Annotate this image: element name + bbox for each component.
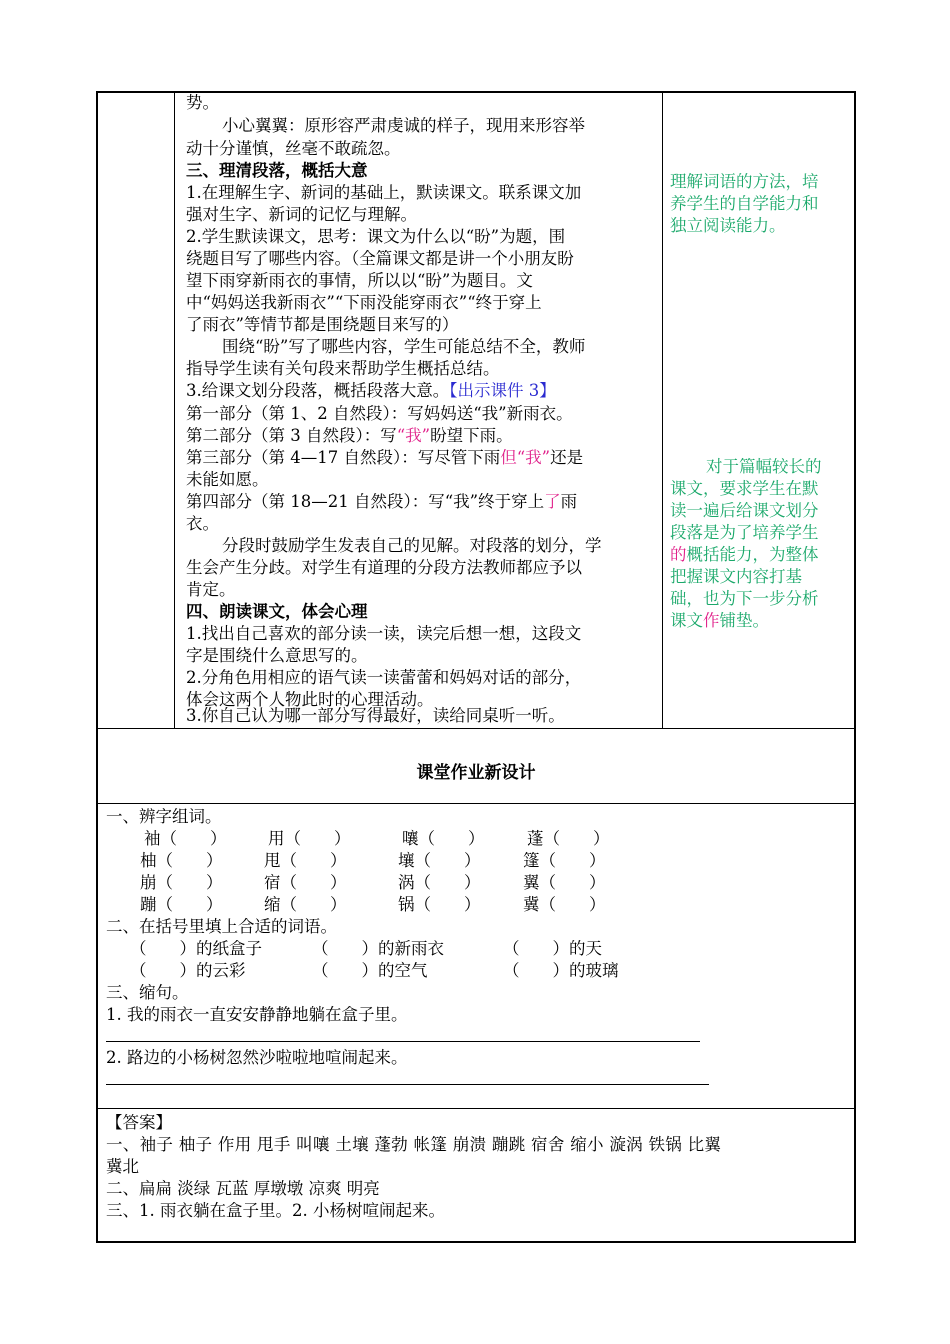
row-divider-2 xyxy=(98,803,854,804)
word-cell: 壤（ ） xyxy=(398,851,481,870)
text-line: 小心翼翼：原形容严肃虔诚的样子，现用来形容举 xyxy=(222,116,585,135)
word-cell: 柚（ ） xyxy=(140,851,223,870)
fill-cell: （ ）的新雨衣 xyxy=(312,939,444,958)
note-line: 独立阅读能力。 xyxy=(670,216,786,235)
word-cell: 蹦（ ） xyxy=(140,895,223,914)
word-cell: 涡（ ） xyxy=(398,873,481,892)
text-line: 2.学生默读课文，思考：课文为什么以“盼”为题，围 xyxy=(186,227,566,246)
text-line: 1.找出自己喜欢的部分读一读，读完后想一想，这段文 xyxy=(186,624,582,643)
sentence-item: 1. 我的雨衣一直安安静静地躺在盒子里。 xyxy=(106,1005,408,1024)
answer-line-1: 一、袖子 柚子 作用 甩手 叫嚷 土壤 蓬勃 帐篷 崩溃 蹦跳 宿舍 缩小 漩涡 铁锅 比翼 xyxy=(106,1135,722,1154)
text-line: 2.分角色用相应的语气读一读蕾蕾和妈妈对话的部分， xyxy=(186,668,582,687)
question-heading: 三、缩句。 xyxy=(106,983,189,1002)
fill-cell: （ ）的空气 xyxy=(312,961,428,980)
part-text: 第三部分（第 4—17 自然段）：写尽管下雨 xyxy=(186,448,501,467)
text-line: 生会产生分歧。对学生有道理的分段方法教师都应予以 xyxy=(186,558,582,577)
column-divider-2 xyxy=(662,93,663,728)
word-cell: 缩（ ） xyxy=(264,895,347,914)
answer-line xyxy=(106,1041,700,1042)
fill-cell: （ ）的天 xyxy=(503,939,602,958)
note-text: 铺垫。 xyxy=(719,611,769,630)
part-text: 第二部分（第 3 自然段）：写 xyxy=(186,426,397,445)
word-cell: 锅（ ） xyxy=(398,895,481,914)
text-line: 肯定。 xyxy=(186,580,236,599)
text-line: 强对生字、新词的记忆与理解。 xyxy=(186,205,417,224)
text-line: 绕题目写了哪些内容。（全篇课文都是讲一个小朋友盼 xyxy=(186,249,574,268)
note-line: 课文，要求学生在默 xyxy=(670,479,819,498)
highlight-text: 了 xyxy=(544,492,561,511)
text-line: 未能如愿。 xyxy=(186,470,269,489)
text-line: 势。 xyxy=(186,93,219,112)
row-divider-3 xyxy=(98,1108,854,1109)
part-text: 雨 xyxy=(560,492,578,511)
text-line: 指导学生读有关句段来帮助学生概括总结。 xyxy=(186,359,500,378)
section-heading: 三、理清段落，概括大意 xyxy=(186,161,368,180)
note-line: 把握课文内容打基 xyxy=(670,567,802,586)
note-line: 理解词语的方法，培 xyxy=(670,172,819,191)
fill-cell: （ ）的玻璃 xyxy=(503,961,619,980)
note-line: 础，也为下一步分析 xyxy=(670,589,819,608)
question-heading: 一、辨字组词。 xyxy=(106,807,222,826)
note-text: 概括能力，为整体 xyxy=(686,545,819,564)
text-line: 了雨衣”等情节都是围绕题目来写的） xyxy=(186,315,459,334)
item-text: 3.给课文划分段落，概括段落大意。 xyxy=(186,381,450,400)
text-line: 衣。 xyxy=(186,514,219,533)
highlight-text: 但“我” xyxy=(500,448,551,467)
word-cell: 袖（ ） xyxy=(144,829,227,848)
highlight-text: 作 xyxy=(703,611,720,630)
text-line xyxy=(186,425,513,447)
note-line: 对于篇幅较长的 xyxy=(706,457,822,476)
section-heading: 四、朗读课文，体会心理 xyxy=(186,602,368,621)
text-line: 体会这两个人物此时的心理活动。 xyxy=(186,690,434,709)
word-cell: 蓬（ ） xyxy=(527,829,610,848)
note-line: 段落是为了培养学生 xyxy=(670,523,819,542)
homework-title: 课堂作业新设计 xyxy=(416,763,536,783)
text-line: 第一部分（第 1、2 自然段）：写妈妈送“我”新雨衣。 xyxy=(186,404,573,423)
word-cell: 宿（ ） xyxy=(264,873,347,892)
note-line xyxy=(670,610,769,632)
answer-line-1-cont: 冀北 xyxy=(106,1157,139,1176)
answers-heading: 【答案】 xyxy=(106,1113,172,1132)
answer-line-3: 三、1. 雨衣躺在盒子里。2. 小杨树喧闹起来。 xyxy=(106,1201,445,1220)
column-divider-3 xyxy=(854,93,855,728)
word-cell: 冀（ ） xyxy=(523,895,606,914)
part-text: 第四部分（第 18—21 自然段）：写“我”终于穿上 xyxy=(186,492,545,511)
part-text: 还是 xyxy=(550,448,584,467)
note-line: 养学生的自学能力和 xyxy=(670,194,819,213)
note-line xyxy=(670,544,819,566)
text-line: 中“妈妈送我新雨衣”“下雨没能穿雨衣”“终于穿上 xyxy=(186,293,542,312)
row-divider-1 xyxy=(98,728,854,729)
answer-line xyxy=(106,1084,709,1085)
courseware-tag: 【出示课件 3】 xyxy=(449,381,556,400)
text-line: 动十分谨慎，丝毫不敢疏忽。 xyxy=(186,139,401,158)
note-text: 课文 xyxy=(670,611,703,630)
text-line xyxy=(186,447,583,469)
text-line: 1.在理解生字、新词的基础上，默读课文。联系课文加 xyxy=(186,183,582,202)
highlight-text: “我” xyxy=(396,426,431,445)
column-divider-1 xyxy=(174,93,175,728)
word-cell: 用（ ） xyxy=(268,829,351,848)
text-line: 围绕“盼”写了哪些内容，学生可能总结不全，教师 xyxy=(222,337,586,356)
text-line: 分段时鼓励学生发表自己的见解。对段落的划分，学 xyxy=(222,536,602,555)
text-line: 字是围绕什么意思写的。 xyxy=(186,646,368,665)
text-line: 望下雨穿新雨衣的事情，所以以“盼”为题目。文 xyxy=(186,271,533,290)
note-line: 读一遍后给课文划分 xyxy=(670,501,819,520)
word-cell: 崩（ ） xyxy=(140,873,223,892)
fill-cell: （ ）的云彩 xyxy=(130,961,246,980)
sentence-item: 2. 路边的小杨树忽然沙啦啦地喧闹起来。 xyxy=(106,1048,408,1067)
word-cell: 篷（ ） xyxy=(523,851,606,870)
text-line xyxy=(186,380,556,402)
text-line xyxy=(186,491,577,513)
text-line: 3.你自己认为哪一部分写得最好，读给同桌听一听。 xyxy=(186,706,565,725)
highlight-text: 的 xyxy=(670,545,687,564)
word-cell: 翼（ ） xyxy=(523,873,606,892)
word-cell: 甩（ ） xyxy=(264,851,347,870)
fill-cell: （ ）的纸盒子 xyxy=(130,939,262,958)
part-text: 盼望下雨。 xyxy=(430,426,513,445)
question-heading: 二、在括号里填上合适的词语。 xyxy=(106,917,337,936)
word-cell: 嚷（ ） xyxy=(402,829,485,848)
answer-line-2: 二、扁扁 淡绿 瓦蓝 厚墩墩 凉爽 明亮 xyxy=(106,1179,380,1198)
